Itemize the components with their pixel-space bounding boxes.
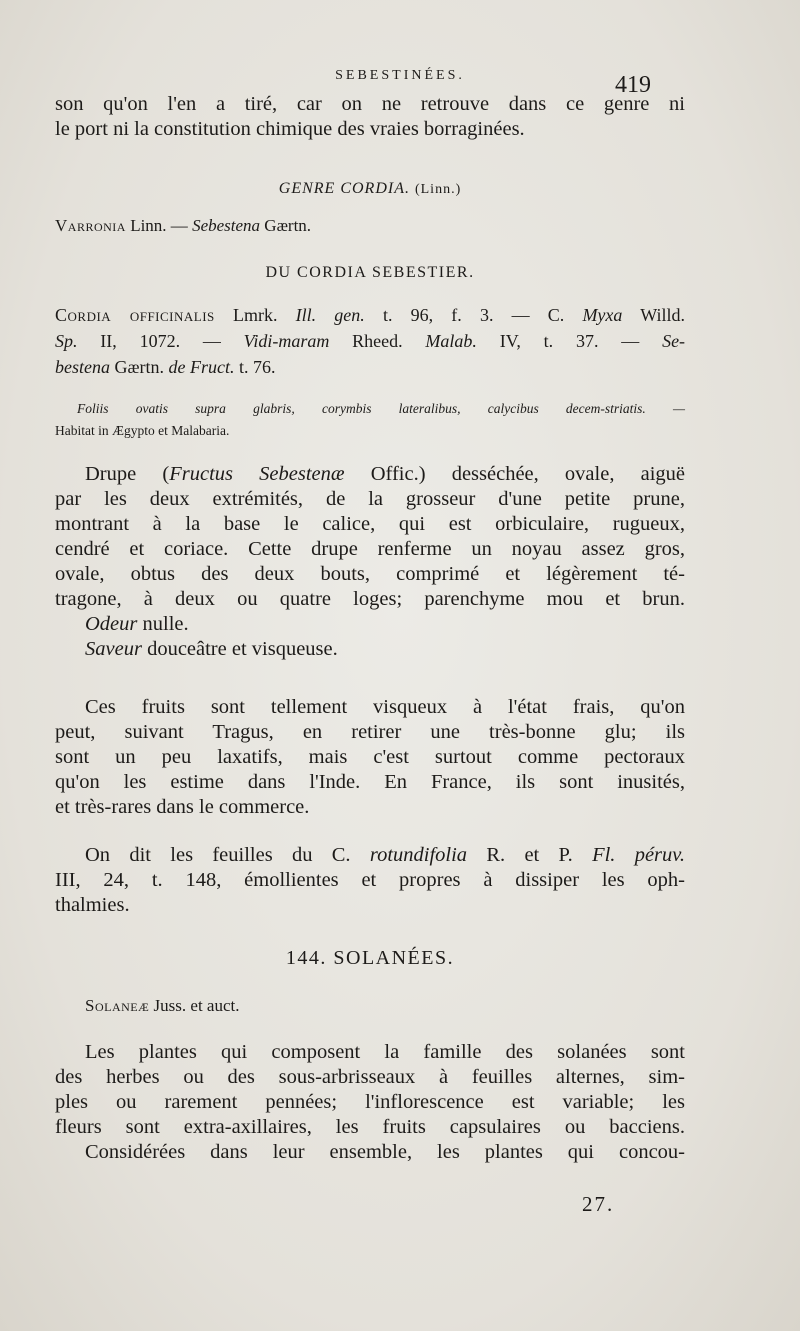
synonym-varronia: Varronia bbox=[55, 216, 126, 235]
diagnosis-line-1: Foliis ovatis supra glabris, corymbis lateralibus, calycibus decem-striatis. — bbox=[77, 401, 685, 416]
family-line-4: fleurs sont extra-axillaires, les fruits capsulaires ou bacciens. bbox=[55, 1116, 685, 1138]
family-synonym-author: Juss. et auct. bbox=[153, 996, 240, 1015]
synonym-sebestena: Sebestena bbox=[192, 216, 261, 235]
intro-line-2: le port ni la constitution chimique des vraies borraginées. bbox=[55, 118, 525, 140]
family-line-2: des herbes ou des sous-arbrisseaux à feuilles alternes, sim- bbox=[55, 1066, 685, 1088]
diagnosis-line-2: Habitat in Ægypto et Malabaria. bbox=[55, 423, 230, 438]
species-heading: DU CORDIA SEBESTIER. bbox=[265, 264, 475, 281]
leaves-paragraph bbox=[55, 843, 685, 918]
description-line-4: cendré et coriace. Cette drupe renferme un noyau assez gros, bbox=[55, 538, 685, 560]
page-number: 419 bbox=[615, 72, 651, 98]
leaves-line-2: III, 24, t. 148, émollientes et propres à dissiper les oph- bbox=[55, 869, 685, 891]
family-heading: 144. SOLANÉES. bbox=[285, 947, 455, 969]
family-description bbox=[55, 1040, 685, 1165]
description-line-3: montrant à la base le calice, qui est orbiculaire, rugueux, bbox=[55, 513, 685, 535]
family-line-3: ples ou rarement pennées; l'inflorescence est variable; les bbox=[55, 1091, 685, 1113]
odeur-line: Odeur nulle. bbox=[85, 613, 189, 635]
diagnosis bbox=[55, 398, 685, 442]
reference-line-2: Sp. II, 1072. — Vidi-maram Rheed. Malab. IV, t. 37. — Se- bbox=[55, 331, 686, 351]
signature-mark: 27. bbox=[582, 1192, 615, 1216]
family-synonym-name: Solaneæ bbox=[85, 996, 150, 1015]
uses-line-3: sont un peu laxatifs, mais c'est surtout comme pectoraux bbox=[55, 746, 685, 768]
leaves-line-3: thalmies. bbox=[55, 894, 130, 916]
intro-line-1: son qu'on l'en a tiré, car on ne retrouve dans ce genre ni bbox=[55, 93, 685, 115]
references bbox=[55, 302, 685, 380]
synonym-sebestena-author: Gærtn. bbox=[264, 216, 312, 235]
uses-line-2: peut, suivant Tragus, en retirer une très-bonne glu; ils bbox=[55, 721, 685, 743]
description-line-1: Drupe (Fructus Sebestenæ Offic.) desséchée, ovale, aiguë bbox=[85, 463, 685, 485]
intro-paragraph bbox=[55, 92, 685, 142]
uses-line-4: qu'on les estime dans l'Inde. En France, ils sont inusités, bbox=[55, 771, 685, 793]
reference-line-3: bestena Gærtn. de Fruct. t. 76. bbox=[55, 357, 276, 377]
reference-line-1: Cordia officinalis Lmrk. Ill. gen. t. 96, f. 3. — C. Myxa Willd. bbox=[55, 305, 686, 325]
uses-line-5: et très-rares dans le commerce. bbox=[55, 796, 310, 818]
uses-line-1: Ces fruits sont tellement visqueux à l'état frais, qu'on bbox=[85, 696, 685, 718]
description-line-5: ovale, obtus des deux bouts, comprimé et légèrement té- bbox=[55, 563, 685, 585]
synonym-varronia-author: Linn. — bbox=[130, 216, 188, 235]
genus-synonyms bbox=[55, 214, 685, 238]
description-line-6: tragone, à deux ou quatre loges; parenchyme mou et brun. bbox=[55, 588, 685, 610]
saveur-line: Saveur douceâtre et visqueuse. bbox=[85, 638, 338, 660]
family-line-1: Les plantes qui composent la famille des solanées sont bbox=[85, 1041, 685, 1063]
genus-title: GENRE CORDIA. bbox=[278, 180, 410, 197]
description-line-2: par les deux extrémités, de la grosseur d'une petite prune, bbox=[55, 488, 685, 510]
uses-paragraph bbox=[55, 695, 685, 820]
family-line-5: Considérées dans leur ensemble, les plantes qui concou- bbox=[85, 1141, 685, 1163]
leaves-line-1: On dit les feuilles du C. rotundifolia R. et P. Fl. péruv. bbox=[85, 844, 685, 866]
description-paragraph bbox=[55, 462, 685, 662]
genus-author: (Linn.) bbox=[414, 182, 462, 197]
genus-heading bbox=[55, 180, 685, 198]
family-synonym bbox=[55, 996, 685, 1016]
running-head: SEBESTINÉES. bbox=[335, 68, 465, 83]
